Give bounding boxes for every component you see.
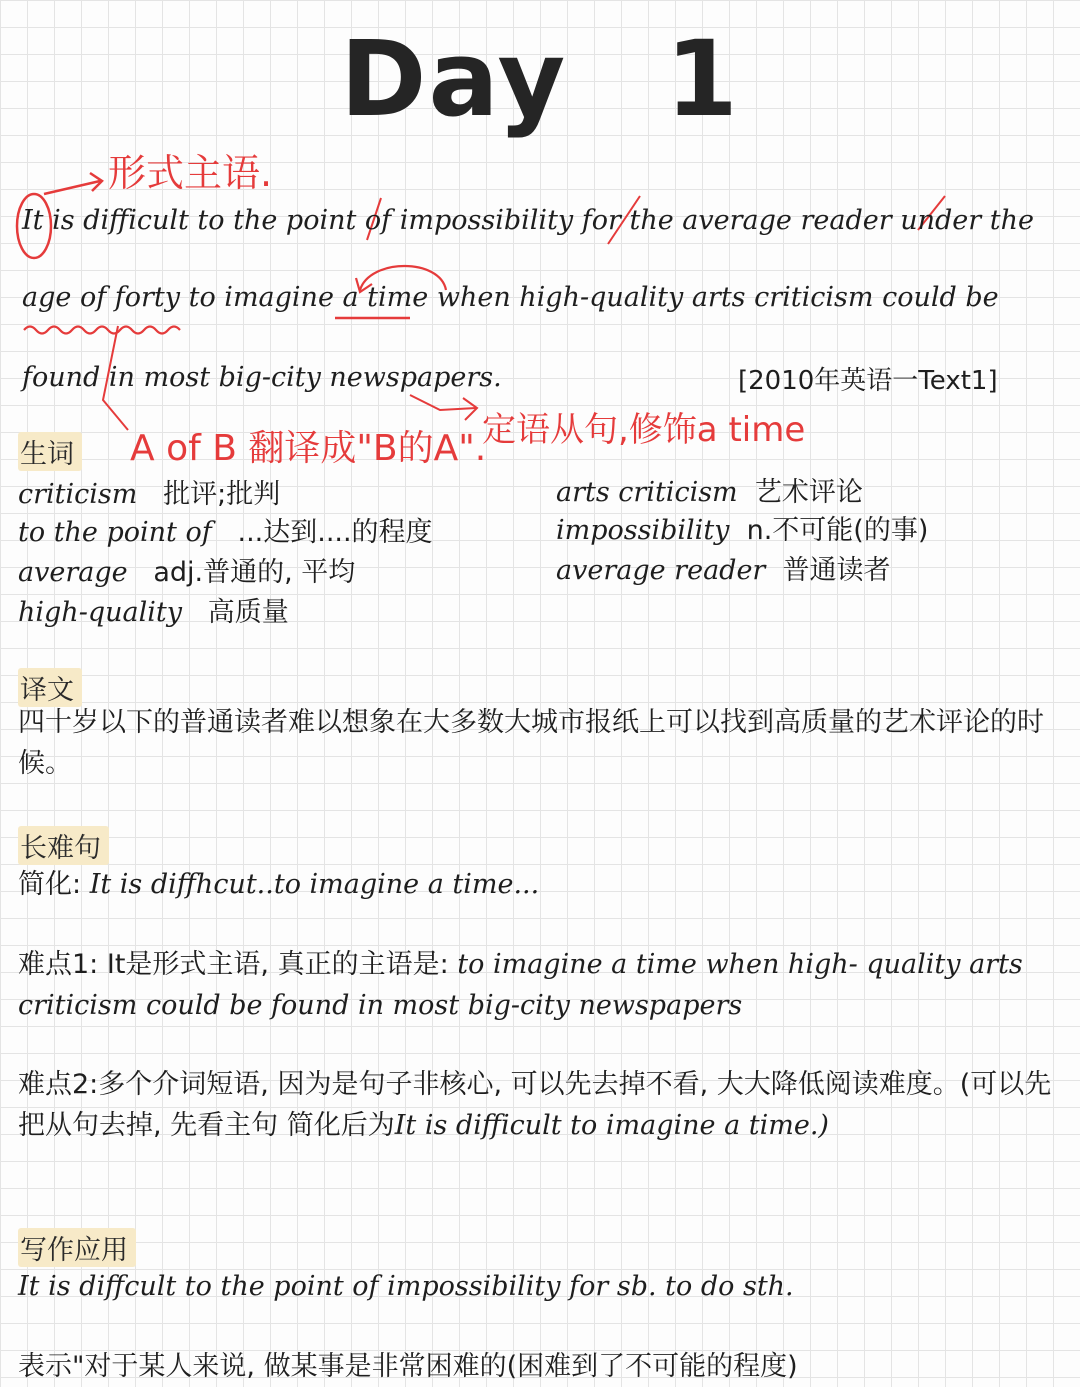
difficulty-1-en: to imagine a time when high- quality arts criticism could be found in most big-city newspapers [18, 949, 1023, 1021]
vocab-item [556, 548, 891, 587]
vocab-term: arts criticism [556, 477, 738, 508]
vocab-term: to the point of [18, 517, 212, 548]
translation-text: 四十岁以下的普通读者难以想象在大多数大城市报纸上可以找到高质量的艺术评论的时候。 [18, 707, 1044, 779]
passage-source: [2010年英语一Text1] [738, 366, 998, 396]
simplify-label: 简化: [18, 869, 82, 900]
difficulty-1 [18, 944, 1063, 1026]
difficulty-2 [18, 1064, 1063, 1146]
vocab-term: average reader [556, 555, 766, 586]
simplify-line [18, 864, 1063, 905]
vocab-meaning: adj.普通的, 平均 [153, 557, 356, 588]
vocab-meaning: ...达到....的程度 [237, 517, 433, 548]
vocab-item [556, 508, 928, 547]
simplify-sentence: It is diffhcut..to imagine a time... [89, 869, 540, 900]
long-sentence-heading: 长难句 [18, 826, 109, 865]
vocab-heading: 生词 [18, 432, 82, 471]
wavy-underline [24, 327, 180, 334]
writing-note: 表示"对于某人来说, 做某事是非常困难的(困难到了不可能的程度) [18, 1351, 798, 1382]
writing-pattern-text: It is diffcult to the point of impossibility for sb. to do sth. [18, 1271, 794, 1302]
arrow-formal-subject [44, 181, 100, 194]
vocab-meaning: 高质量 [207, 597, 289, 628]
vocab-term: average [18, 557, 128, 588]
vocab-item [18, 510, 433, 549]
vocab-item [18, 550, 355, 589]
vocab-meaning: 普通读者 [782, 555, 891, 586]
passage-line-1: It is difficult to the point of impossibility for the average reader under the [22, 205, 1034, 236]
writing-pattern [18, 1266, 1063, 1307]
difficulty-2-cn: 难点2:多个介词短语, 因为是句子非核心, 可以先去掉不看, 大大降低阅读难度。(可以先把从句去掉, 先看主句 简化后为 [18, 1069, 1052, 1141]
difficulty-2-en: It is difficult to imagine a time.) [394, 1110, 829, 1141]
difficulty-1-cn: 难点1: It是形式主语, 真正的主语是: [18, 949, 449, 980]
annotation-formal-subject: 形式主语. [108, 151, 273, 195]
passage-line-2: age of forty to imagine a time when high-quality arts criticism could be [22, 282, 999, 313]
passage-line-3: found in most big-city newspapers. [22, 362, 502, 393]
vocab-term: criticism [18, 479, 138, 510]
vocab-term: high-quality [18, 597, 182, 628]
translation-heading: 译文 [18, 668, 82, 707]
vocab-term: impossibility [556, 515, 730, 546]
vocab-meaning: 艺术评论 [754, 477, 863, 508]
page-title: Day 1 [340, 18, 740, 140]
clause-arrow [410, 395, 476, 410]
vocab-item [18, 472, 280, 511]
vocab-meaning: n.不可能(的事) [746, 515, 929, 546]
annotation-attributive-clause: 定语从句,修饰a time [482, 410, 806, 450]
writing-heading: 写作应用 [18, 1228, 136, 1267]
vocab-meaning: 批评;批判 [163, 479, 281, 510]
annotation-a-of-b: A of B 翻译成"B的A". [130, 428, 487, 469]
vocab-item [556, 470, 863, 509]
vocab-item [18, 590, 289, 629]
